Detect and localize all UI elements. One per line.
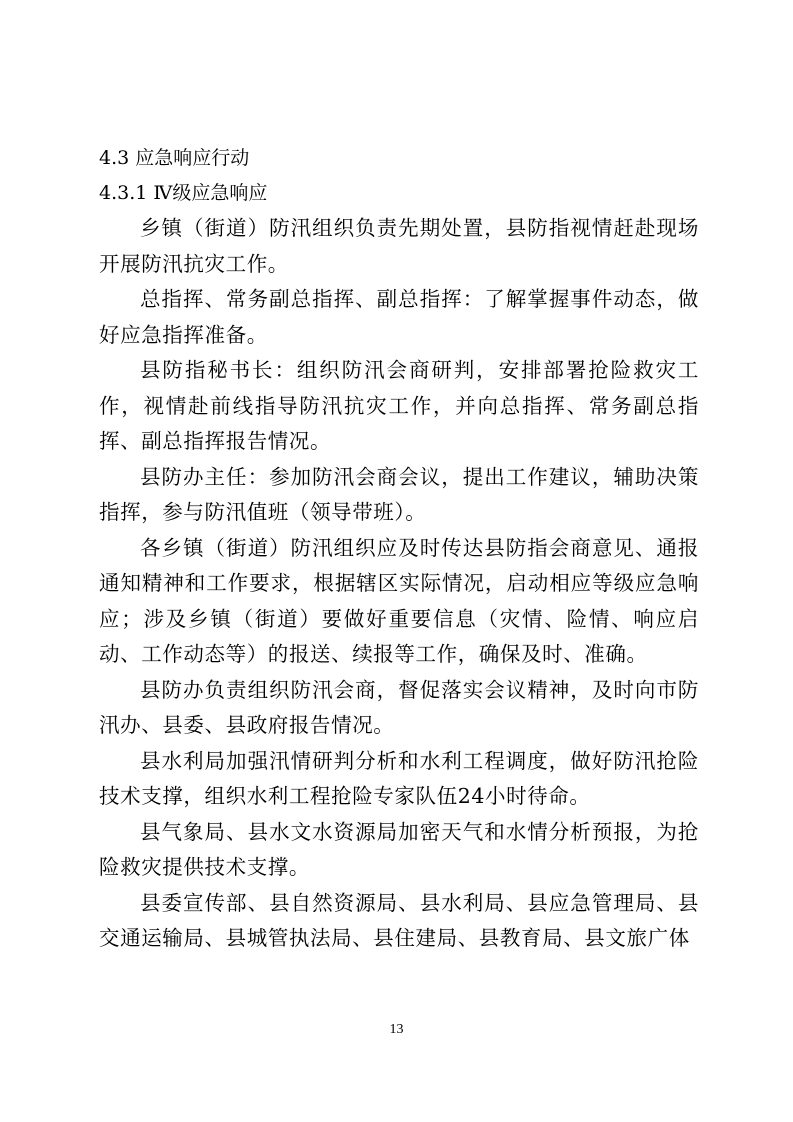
paragraph-commanders: 总指挥、常务副总指挥、副总指挥：了解掌握事件动态，做好应急指挥准备。 — [99, 287, 699, 347]
document-body — [99, 141, 699, 957]
paragraph-flood-office: 县防办负责组织防汛会商，督促落实会议精神，及时向市防汛办、县委、县政府报告情况。 — [99, 677, 699, 737]
paragraph-meteorology-hydrology: 县气象局、县水文水资源局加密天气和水情分析预报，为抢险救灾提供技术支撑。 — [99, 819, 699, 879]
paragraph-office-director: 县防办主任：参加防汛会商会议，提出工作建议，辅助决策指挥，参与防汛值班（领导带班）。 — [99, 464, 699, 524]
section-heading: 4.3 应急响应行动 — [99, 147, 250, 169]
paragraph-departments: 县委宣传部、县自然资源局、县水利局、县应急管理局、县交通运输局、县城管执法局、县住建局、县教育局、县文旅广体 — [99, 890, 699, 950]
paragraph-water-bureau: 县水利局加强汛情研判分析和水利工程调度，做好防汛抢险技术支撑，组织水利工程抢险专家队伍24小时待命。 — [99, 748, 699, 808]
paragraph-township-initial-response: 乡镇（街道）防汛组织负责先期处置，县防指视情赶赴现场开展防汛抗灾工作。 — [99, 216, 699, 276]
page-number: 13 — [389, 1022, 404, 1037]
subsection-heading: 4.3.1 Ⅳ级应急响应 — [99, 182, 268, 204]
paragraph-township-organizations: 各乡镇（街道）防汛组织应及时传达县防指会商意见、通报通知精神和工作要求，根据辖区实际情况，启动相应等级应急响应；涉及乡镇（街道）要做好重要信息（灾情、险情、响应启动、工作动态等）的报送、续报等工作，确保及时、准确。 — [99, 535, 699, 666]
paragraph-secretary-general: 县防指秘书长：组织防汛会商研判，安排部署抢险救灾工作，视情赴前线指导防汛抗灾工作，并向总指挥、常务副总指挥、副总指挥报告情况。 — [99, 358, 699, 453]
